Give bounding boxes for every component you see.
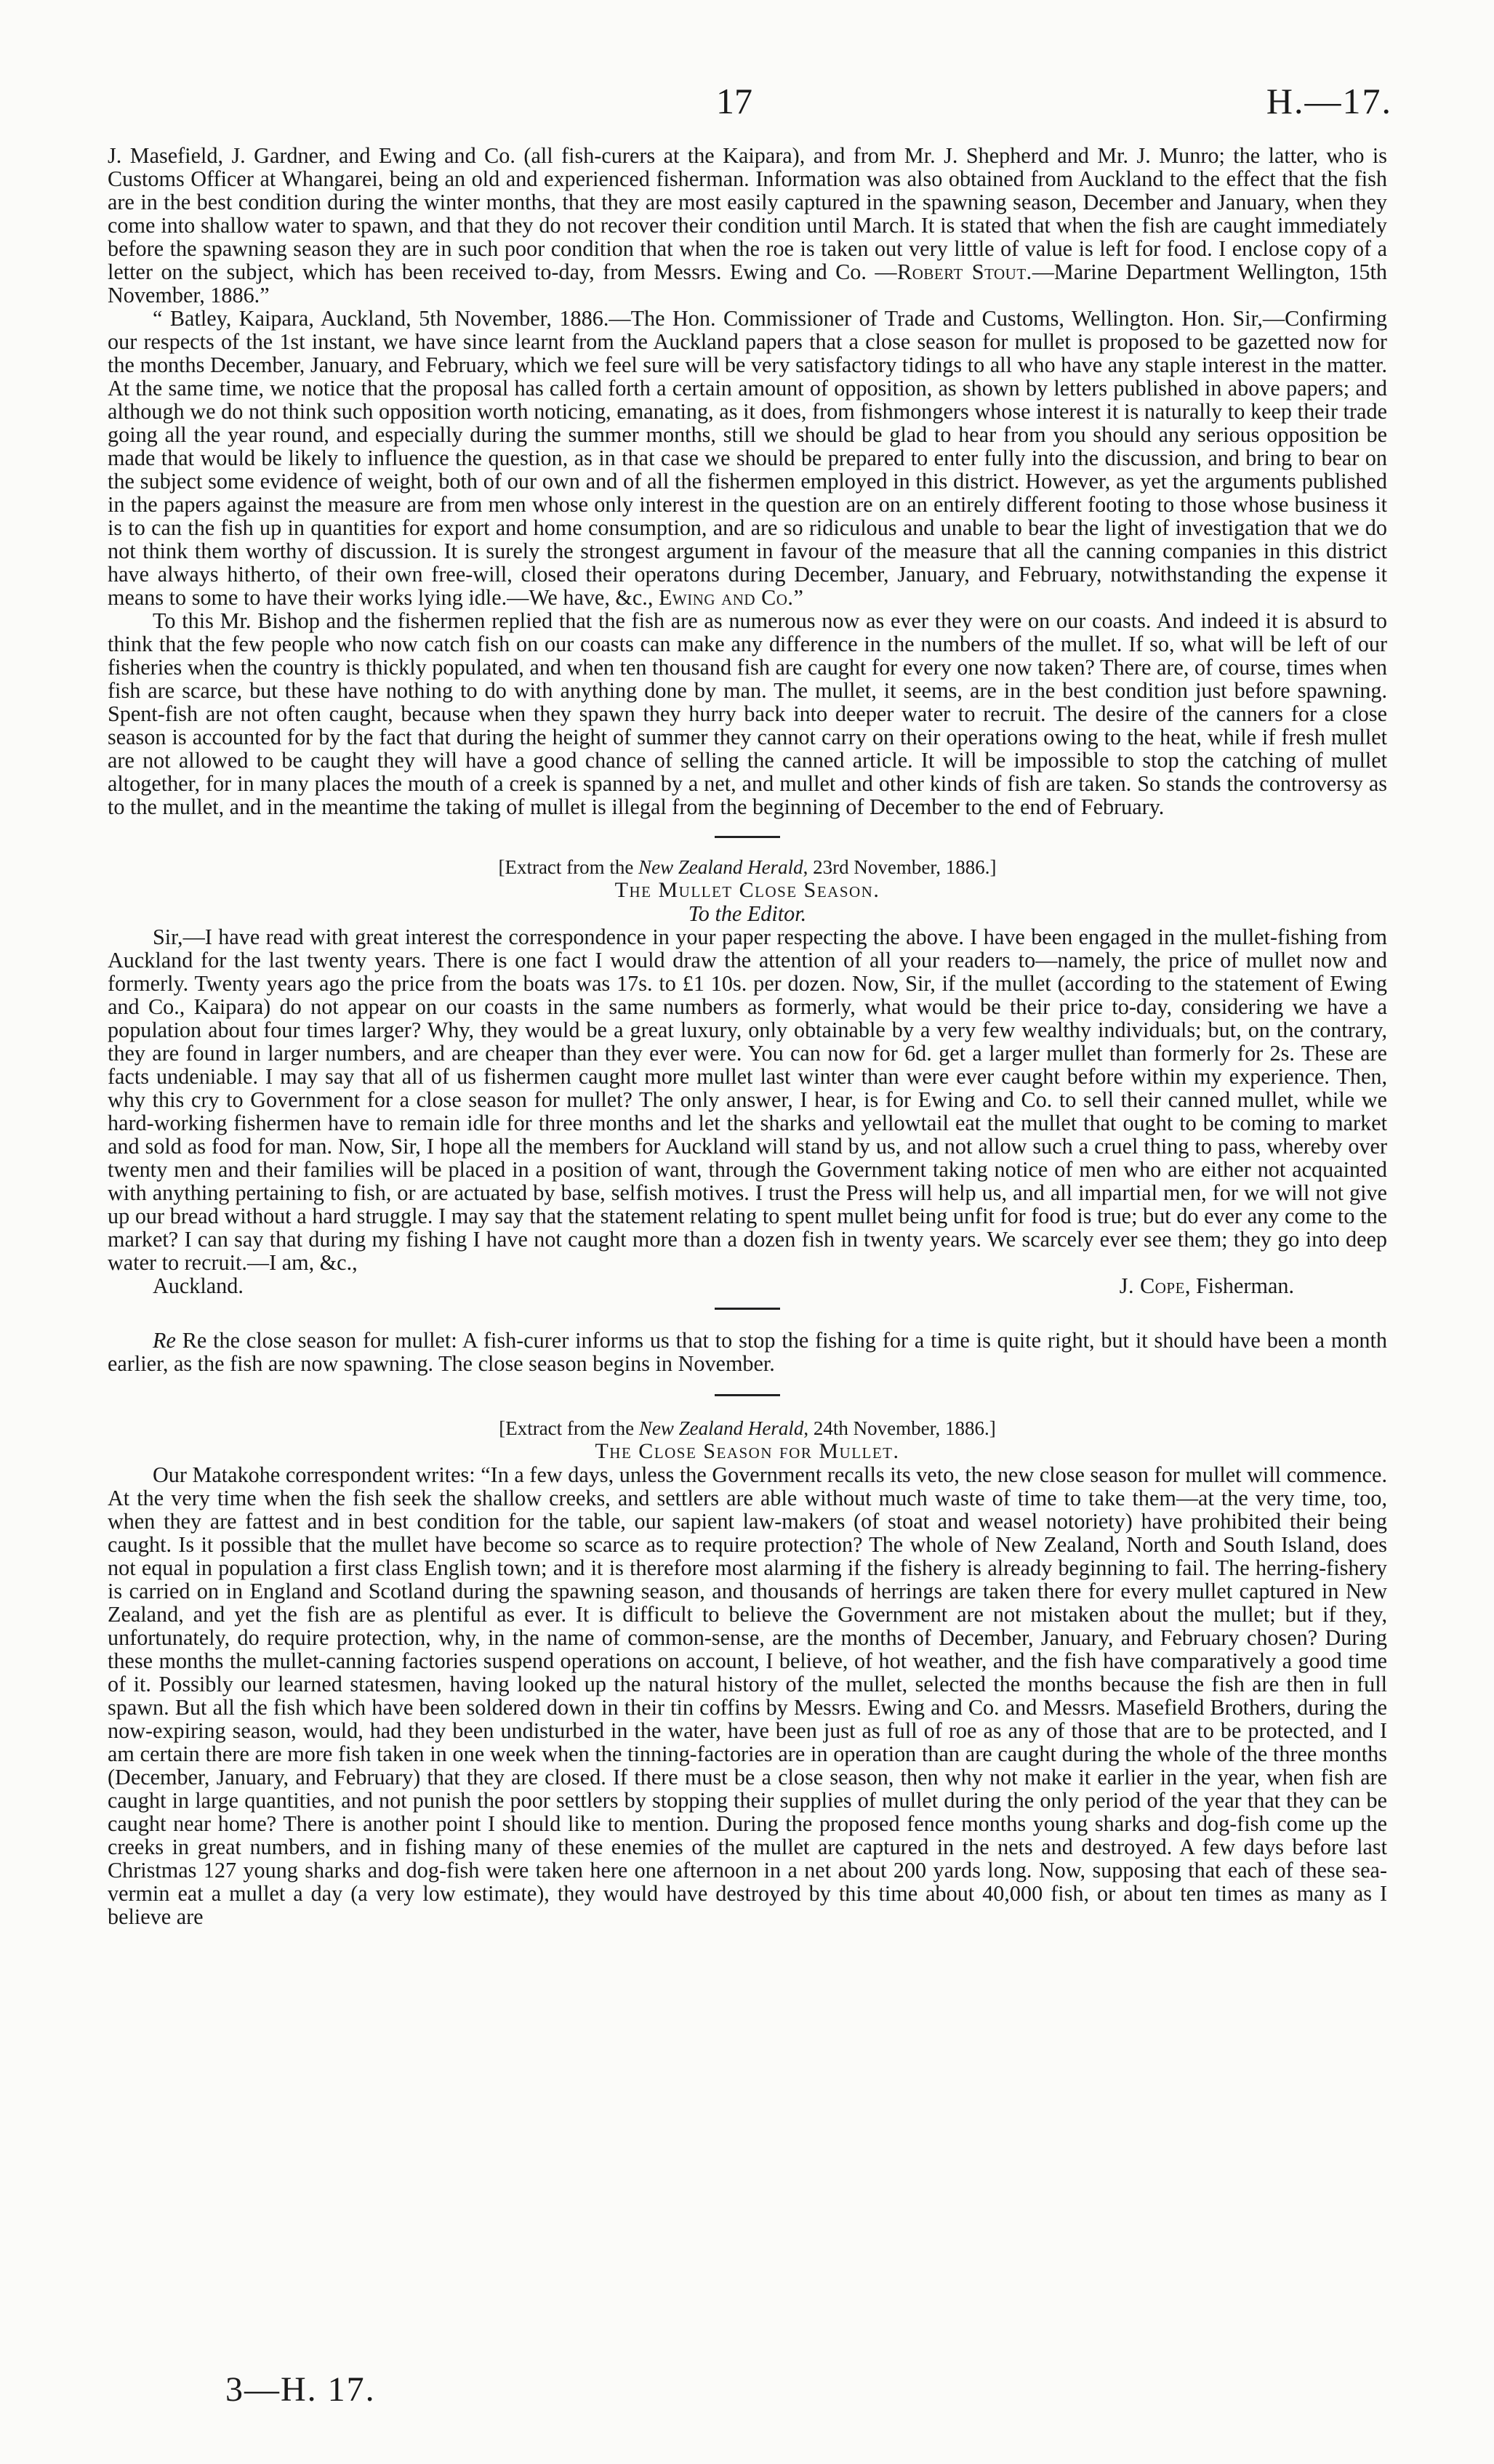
extract-date: , 23rd November, 1886.]: [803, 856, 997, 878]
paragraph-text: Re the close season for mullet: A fish-curer informs us that to stop the fishing for a time is quite right, but it should have been a month earlier, as the fish are now spawning. The close season begins in November.: [108, 1328, 1387, 1376]
letter-signature: [108, 1274, 1387, 1297]
re-label: Re: [153, 1328, 176, 1353]
divider: [715, 1394, 780, 1396]
paragraph: Our Matakohe correspondent writes: “In a few days, unless the Government recalls its veto, the new close season for mullet will commence. At the very time when the fish seek the shallow creeks, and settlers are able without much waste of time to take them—at the very time, too, when they are fattest and in best condition for the table, our sapient law-makers (of stoat and weasel notoriety) have prohibited their being caught. Is it possible that the mullet have become so scarce as to require protection? The whole of New Zealand, North and South Island, does not equal in population a first class English town; and it is therefore most alarming if the fishery is already beginning to fail. The herring-fishery is carried on in England and Scotland during the spawning season, and thousands of herrings are taken there for every mullet captured in New Zealand, and yet the fish are as plentiful as ever. It is difficult to believe the Government are not mistaken about the mullet; but if they, unfortunately, do require protection, why, in the name of common-sense, are the months of December, January, and February chosen? During these months the mullet-canning factories suspend operations on account, I believe, of hot weather, and the fish have comparatively a good time of it. Possibly our learned statesmen, having looked up the natural history of the mullet, selected the months because the fish are then in full spawn. But all the fish which have been soldered down in their tin coffins by Messrs. Ewing and Co. and Messrs. Masefield Brothers, during the now-expiring season, would, had they been undisturbed in the water, have been just as full of roe as any of those that are to be protected, and I am certain there are more fish taken in one week when the tinning-factories are in operation than are caught during the whole of the three months (December, January, and February) that they are closed. If there must be a close season, then why not make it earlier in the year, when fish are caught in large quantities, and not punish the poor settlers by stopping their supplies of mullet during the only period of the year that they can be caught near home? There is another point I should like to mention. During the proposed fence months young sharks and dog-fish come up the creeks in great numbers, and in fishing many of these enemies of the mullet are captured in the nets and destroyed. A few days before last Christmas 127 young sharks and dog-fish were taken here one afternoon in a net about 200 yards long. Now, supposing that each of these sea-vermin eat a mullet a day (a very low estimate), they would have destroyed by this time about 40,000 fish, or about ten times as many as I believe are: [108, 1462, 1387, 1929]
paragraph-text: “ Batley, Kaipara, Auckland, 5th November, 1886.—The Hon. Commissioner of Trade and Customs, Wellington. Hon. Sir,—Confirming our respects of the 1st instant, we have since learnt from the Auckland papers that a close season for mullet is proposed to be gazetted now for the months December, January, and February, which we feel sure will be very satisfactory tidings to all who have any staple interest in the matter. At the same time, we notice that the proposal has called forth a certain amount of opposition, as shown by letters published in above papers; and although we do not think such opposition worth noticing, emanating, as it does, from fishmongers whose interest it is naturally to keep their trade going all the year round, and especially during the summer months, still we should be glad to hear from you should any serious opposition be made that would be likely to influence the question, as in that case we should be prepared to enter fully into the discussion, and bring to bear on the subject some evidence of weight, both of our own and of all the fishermen employed in this district. However, as yet the arguments published in the papers against the measure are from men whose only interest in the question are on an entirely different footing to those whose business it is to can the fish up in quantities for export and home consumption, and are so ridiculous and unable to bear the light of investigation that we do not think them worthy of discussion. It is surely the strongest argument in favour of the measure that all the canning companies in this district have always hitherto, of their own free-will, closed their operatons during December, January, and February, notwithstanding the expense it means to some to have their works lying idle.—We have, &c.,: [108, 306, 1387, 610]
article-heading: The Close Season for Mullet.: [595, 1439, 900, 1463]
extract-note: [108, 855, 1387, 879]
paragraph-text: —Marine Department Wellington, 15th November, 1886.”: [108, 259, 1388, 307]
divider: [715, 1308, 780, 1310]
signature-role: , Fisherman.: [1184, 1273, 1294, 1298]
extract-prefix: [Extract from the: [499, 1417, 635, 1439]
paragraph: [108, 307, 1387, 609]
extract-prefix: [Extract from the: [498, 856, 634, 878]
extract-note: [108, 1417, 1387, 1440]
signature-robert-stout: —Robert Stout.: [875, 259, 1032, 284]
article-subheading: To the Editor.: [688, 901, 807, 926]
newspaper-title: New Zealand Herald: [638, 856, 803, 878]
signature-place: Auckland.: [153, 1273, 244, 1298]
paragraph: [108, 1329, 1387, 1375]
paragraph-text: J. Masefield, J. Gardner, and Ewing and Co. (all fish-curers at the Kaipara), and from Mr. J. Shepherd and Mr. J. Munro; the latter, who is Customs Officer at Whangarei, being an old and experienced fisherman. Information was also obtained from Auckland to the effect that the fish are in the best condition during the winter months, that they are most easily captured in the spawning season, December and January, when they come into shallow water to spawn, and that they do not recover their condition until March. It is stated that when the fish are caught immediately before the spawning season they are in such poor condition that when the roe is taken out very little of value is left for food. I enclose copy of a letter on the subject, which has been received to-day, from Messrs. Ewing and Co.: [108, 143, 1387, 284]
sheet-signature: 3—H. 17.: [225, 2370, 376, 2409]
paragraph: To this Mr. Bishop and the fishermen replied that the fish are as numerous now as ever they were on our coasts. And indeed it is absurd to think that the few people who now catch fish on our coasts can make any difference in the numbers of the mullet. If so, what will be left of our fisheries when the country is thickly populated, and when ten thousand fish are caught for every one now taken? There are, of course, times when fish are scarce, but these have nothing to do with anything done by man. The mullet, it seems, are in the best condition just before spawning. Spent-fish are not often caught, because when they spawn they hurry back into deeper water to recruit. The desire of the canners for a close season is accounted for by the fact that during the height of summer they cannot carry on their operations owing to the heat, while if fresh mullet are not allowed to be caught they will have a good chance of selling the canned article. It will be impossible to stop the catching of mullet altogether, for in many places the mouth of a creek is spanned by a net, and mullet and other kinds of fish are taken. So stands the controversy as to the mullet, and in the meantime the taking of mullet is illegal from the beginning of December to the end of February.: [108, 608, 1387, 819]
article-heading: The Mullet Close Season.: [614, 878, 880, 902]
signature-name-line: [1120, 1274, 1294, 1297]
paragraph: [108, 144, 1387, 307]
extract-date: , 24th November, 1886.]: [803, 1417, 996, 1439]
newspaper-title: New Zealand Herald: [638, 1417, 804, 1439]
document-body: [108, 144, 1387, 1928]
page-number: 17: [716, 81, 752, 121]
document-reference: H.—17.: [1266, 81, 1392, 121]
paragraph: Sir,—I have read with great interest the correspondence in your paper respecting the above. I have been engaged in the mullet-fishing from Auckland for the last twenty years. There is one fact I would draw the attention of all your readers to—namely, the price of mullet now and formerly. Twenty years ago the price from the boats was 17s. to £1 10s. per dozen. Now, Sir, if the mullet (according to the statement of Ewing and Co., Kaipara) do not appear on our coasts in the same numbers as formerly, what would be their price to-day, considering we have a population about four times larger? Why, they would be a great luxury, only obtainable by a very few wealthy individuals; but, on the contrary, they are found in larger numbers, and are cheaper than they ever were. You can now for 6d. get a larger mullet than formerly for 2s. These are facts undeniable. I may say that all of us fishermen caught more mullet last winter than were ever caught before within my experience. Then, why this cry to Government for a close season for mullet? The only answer, I hear, is for Ewing and Co. to sell their canned mullet, while we hard-working fishermen have to remain idle for three months and let the sharks and yellowtail eat the mullet that ought to be coming to market and sold as food for man. Now, Sir, I hope all the members for Auckland will stand by us, and not allow such a cruel thing to pass, whereby over twenty men and their families will be placed in a position of want, through the Government taking notice of men who are either not acquainted with anything pertaining to fish, or are actuated by base, selfish motives. I trust the Press will help us, and all impartial men, for we will not give up our bread without a hard struggle. I may say that the statement relating to spent mullet being unfit for food is true; but do ever any come to the market? I can say that during my fishing I have not caught more than a dozen fish in twenty years. We scarcely ever see them; they go into deep water to recruit.—I am, &c.,: [108, 925, 1387, 1275]
page-header: [0, 73, 1494, 124]
divider: [715, 836, 780, 838]
signature-ewing-and-co: Ewing and Co.”: [658, 585, 804, 610]
signature-name: J. Cope: [1119, 1273, 1185, 1298]
